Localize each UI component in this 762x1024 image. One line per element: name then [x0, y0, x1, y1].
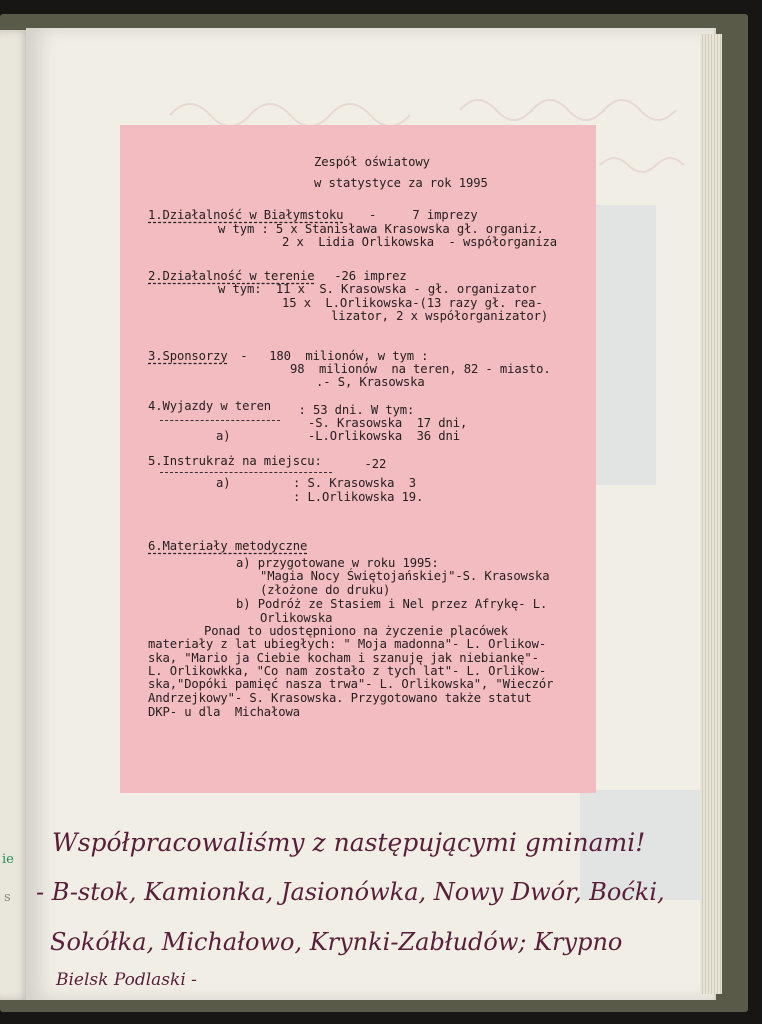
section-1-line: w tym : 5 x Stanisława Krasowska gł. organiz.: [218, 222, 544, 236]
section-3-line: 98 milionów na teren, 82 - miasto.: [290, 362, 551, 376]
section-6-line: L. Orlikowkka, "Co nam zostało z tych lat"- L. Orlikow-: [148, 664, 547, 678]
section-2-line: lizator, 2 x współorganizator): [331, 309, 549, 323]
report-title: Zespół oświatowy: [314, 155, 430, 169]
handwritten-line: Bielsk Podlaski -: [56, 970, 197, 990]
section-4-label: a): [216, 429, 231, 443]
section-6-line: Ponad to udostępniono na życzenie placówek: [204, 624, 508, 638]
section-1-heading: 1.Działalność w Białymstoku: [148, 208, 344, 222]
section-6-line: Andrzejkowy"- S. Krasowska. Przygotowano także statut: [148, 691, 532, 705]
section-6-line: b) Podróż ze Stasiem i Nel przez Afrykę- L.: [236, 597, 548, 611]
section-1-summary: - 7 imprezy: [369, 208, 478, 222]
report-subtitle: w statystyce za rok 1995: [314, 176, 488, 190]
handwritten-line: Sokółka, Michałowo, Krynki-Zabłudów; Krypno: [50, 928, 623, 956]
left-page-fragment: ie: [2, 852, 14, 867]
section-6-line: ska,"Dopóki pamięć nasza trwa"- L. Orlikowska", "Wieczór: [148, 677, 554, 691]
section-6-line: (złożone do druku): [260, 583, 391, 597]
section-4-line: -S. Krasowska 17 dni,: [308, 416, 468, 430]
section-2-summary: -26 imprez: [327, 269, 407, 283]
section-6-line: ska, "Mario ja Ciebie kocham i szanuję jak niebiankę"-: [148, 651, 539, 665]
dashed-underline: [160, 420, 280, 421]
section-3-line: .- S, Krasowska: [316, 375, 425, 389]
section-1-line: 2 x Lidia Orlikowska - współorganiza: [282, 235, 558, 249]
section-2-heading: 2.Działalność w terenie: [148, 269, 315, 283]
section-4-heading: 4.Wyjazdy w teren: [148, 399, 272, 413]
section-3-heading: 3.Sponsorzy: [148, 349, 228, 363]
section-5-line: : L.Orlikowska 19.: [293, 490, 424, 504]
section-5-summary: -22: [350, 457, 387, 471]
section-6-heading: 6.Materiały metodyczne: [148, 539, 308, 553]
section-5-heading: 5.Instrukraż na miejscu:: [148, 454, 322, 468]
section-6-line: a) przygotowane w roku 1995:: [236, 556, 439, 570]
section-3-summary: - 180 milionów, w tym :: [233, 349, 429, 363]
section-6-line: "Magia Nocy Świętojańskiej"-S. Krasowska: [260, 569, 550, 583]
section-6-line: DKP- u dla Michałowa: [148, 705, 300, 719]
section-2-line: 15 x L.Orlikowska-(13 razy gł. rea-: [282, 296, 543, 310]
section-5-line: : S. Krasowska 3: [293, 476, 417, 490]
section-2-line: w tym: 11 x S. Krasowska - gł. organizator: [218, 282, 537, 296]
section-4-line: -L.Orlikowska 36 dni: [308, 429, 460, 443]
handwritten-line: - B-stok, Kamionka, Jasionówka, Nowy Dwór, Boćki,: [36, 878, 665, 906]
section-6-line: materiały z lat ubiegłych: " Moja madonna"- L. Orlikow-: [148, 637, 547, 651]
bleed-through-blue: [596, 205, 656, 485]
section-6-line: Orlikowska: [260, 611, 333, 625]
section-5-label: a): [216, 476, 231, 490]
left-page-fragment: s: [4, 890, 11, 905]
handwritten-line: Współpracowaliśmy z następującymi gminami!: [52, 828, 646, 857]
dashed-underline: [160, 472, 332, 473]
page-stack-edges: [700, 34, 722, 994]
section-4-summary: : 53 dni. W tym:: [284, 403, 415, 417]
